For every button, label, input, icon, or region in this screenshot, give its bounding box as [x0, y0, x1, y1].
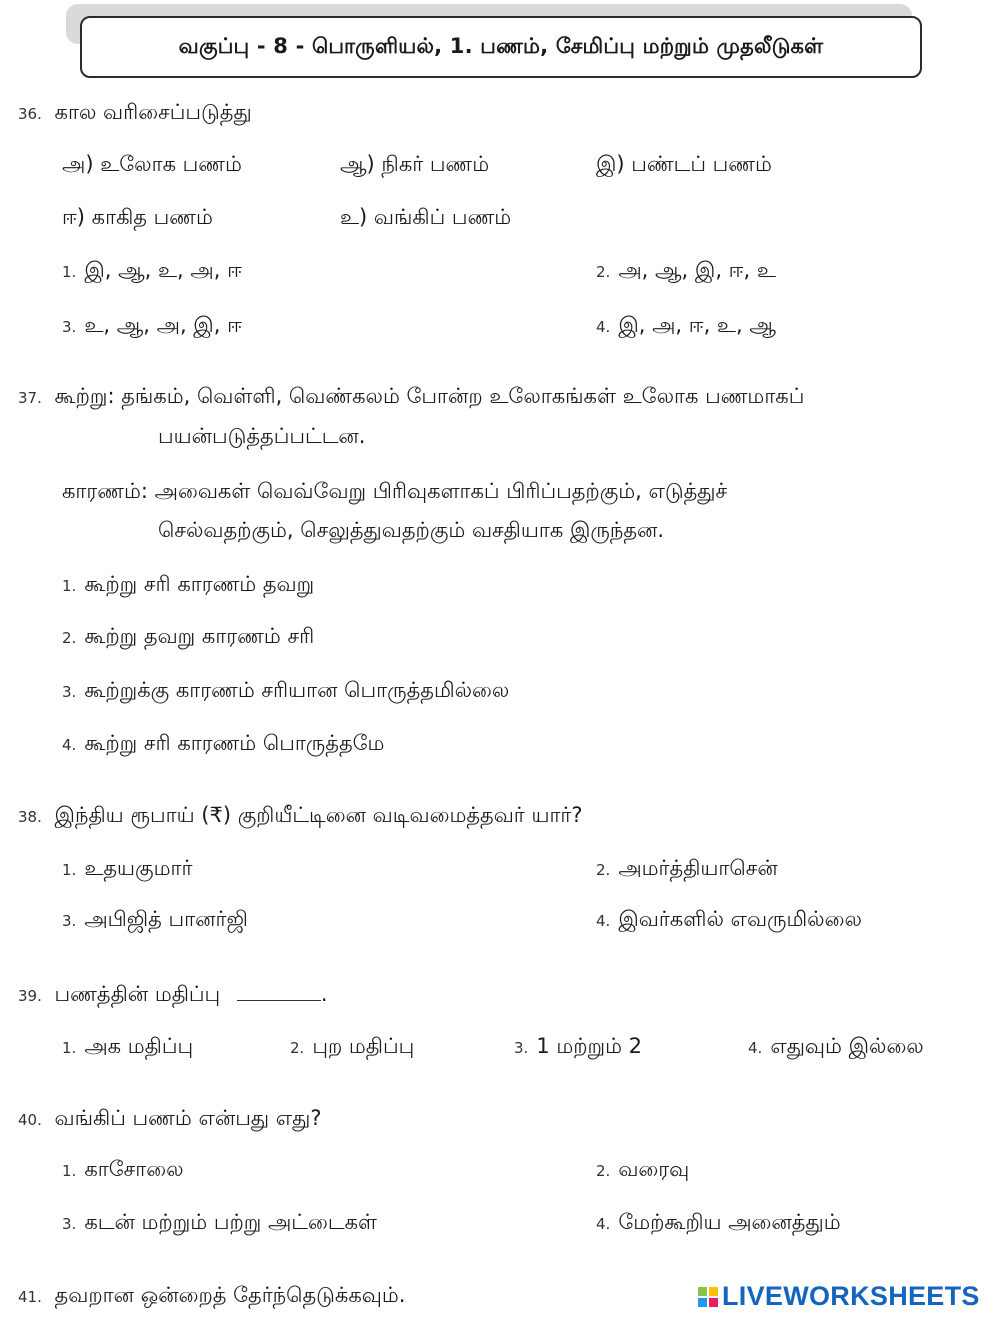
option-text: அபிஜித் பானர்ஜி	[84, 907, 248, 931]
page-title-text: வகுப்பு - 8 - பொருளியல், 1. பணம், சேமிப்பு மற்றும் முதலீடுகள்	[178, 33, 824, 58]
option-38-1[interactable]	[62, 856, 192, 881]
option-40-2[interactable]	[596, 1157, 689, 1182]
question-text: இந்திய ரூபாய் (₹) குறியீட்டினை வடிவமைத்தவர் யார்?	[54, 803, 583, 827]
option-text: உதயகுமார்	[84, 856, 193, 880]
question-number: 39.	[18, 987, 42, 1005]
option-number: 4.	[596, 912, 611, 930]
option-36-4[interactable]	[596, 313, 776, 338]
reason-line-1: காரணம்: அவைகள் வெவ்வேறு பிரிவுகளாகப் பிரிப்பதற்கும், எடுத்துச்	[62, 479, 728, 503]
question-number: 37.	[18, 389, 42, 407]
question-37	[18, 384, 804, 409]
question-36	[18, 100, 252, 125]
question-41	[18, 1283, 405, 1308]
option-number: 2.	[596, 1162, 611, 1180]
logo-square-green	[698, 1287, 707, 1296]
option-37-3[interactable]	[62, 678, 509, 703]
question-number: 36.	[18, 105, 42, 123]
option-38-4[interactable]	[596, 907, 862, 932]
option-number: 3.	[62, 912, 77, 930]
option-39-4[interactable]	[748, 1034, 924, 1059]
option-number: 2.	[596, 263, 611, 281]
option-number: 3.	[514, 1039, 529, 1057]
statement-line-1: கூற்று: தங்கம், வெள்ளி, வெண்கலம் போன்ற உலோகங்கள் உலோக பணமாகப்	[54, 384, 805, 408]
option-number: 2.	[596, 861, 611, 879]
option-text: கூற்று சரி காரணம் பொருத்தமே	[84, 731, 385, 755]
answer-blank[interactable]	[237, 999, 321, 1001]
option-text: வரைவு	[618, 1157, 690, 1181]
liveworksheets-logo-icon	[698, 1287, 718, 1307]
item-u: உ) வங்கிப் பணம்	[340, 205, 512, 229]
option-36-3[interactable]	[62, 313, 242, 338]
logo-square-pink	[709, 1298, 718, 1307]
item-a: அ) உலோக பணம்	[62, 152, 242, 176]
item-ii: ஈ) காகித பணம்	[62, 205, 213, 229]
question-text: பணத்தின் மதிப்பு	[54, 982, 221, 1006]
question-end: .	[320, 982, 328, 1006]
reason-line-2: செல்வதற்கும், செலுத்துவதற்கும் வசதியாக இருந்தன.	[158, 518, 665, 542]
option-text: கூற்றுக்கு காரணம் சரியான பொருத்தமில்லை	[84, 678, 510, 702]
question-text: தவறான ஒன்றைத் தேர்ந்தெடுக்கவும்.	[54, 1283, 406, 1307]
option-39-1[interactable]	[62, 1034, 193, 1059]
option-38-3[interactable]	[62, 907, 248, 932]
option-39-2[interactable]	[290, 1034, 414, 1059]
option-number: 1.	[62, 861, 77, 879]
option-text: அ, ஆ, இ, ஈ, உ	[618, 258, 776, 282]
option-number: 1.	[62, 1162, 77, 1180]
option-37-2[interactable]	[62, 624, 314, 649]
option-text: 1 மற்றும் 2	[536, 1034, 643, 1058]
question-40	[18, 1106, 321, 1131]
option-text: இவர்களில் எவருமில்லை	[618, 907, 862, 931]
option-number: 3.	[62, 1215, 77, 1233]
option-text: புற மதிப்பு	[312, 1034, 415, 1058]
option-number: 1.	[62, 577, 77, 595]
question-number: 41.	[18, 1288, 42, 1306]
option-number: 4.	[596, 318, 611, 336]
option-number: 1.	[62, 263, 77, 281]
question-text: வங்கிப் பணம் என்பது எது?	[54, 1106, 322, 1130]
option-40-3[interactable]	[62, 1210, 377, 1235]
option-37-4[interactable]	[62, 731, 384, 756]
option-number: 3.	[62, 318, 77, 336]
item-aa: ஆ) நிகர் பணம்	[340, 152, 490, 176]
option-40-4[interactable]	[596, 1210, 841, 1235]
item-i: இ) பண்டப் பணம்	[596, 152, 772, 176]
statement-line-2: பயன்படுத்தப்பட்டன.	[158, 424, 366, 448]
option-number: 1.	[62, 1039, 77, 1057]
option-text: கடன் மற்றும் பற்று அட்டைகள்	[84, 1210, 377, 1234]
option-39-3[interactable]	[514, 1034, 642, 1059]
question-number: 38.	[18, 808, 42, 826]
question-number: 40.	[18, 1111, 42, 1129]
question-38	[18, 803, 583, 828]
option-36-2[interactable]	[596, 258, 776, 283]
option-number: 4.	[748, 1039, 763, 1057]
question-39	[18, 982, 328, 1007]
option-number: 4.	[62, 736, 77, 754]
option-text: அக மதிப்பு	[84, 1034, 194, 1058]
option-text: கூற்று சரி காரணம் தவறு	[84, 572, 315, 596]
option-number: 2.	[290, 1039, 305, 1057]
option-number: 2.	[62, 629, 77, 647]
liveworksheets-logo[interactable]	[698, 1281, 980, 1312]
logo-square-yellow	[709, 1287, 718, 1296]
option-text: இ, அ, ஈ, உ, ஆ	[618, 313, 776, 337]
option-text: உ, ஆ, அ, இ, ஈ	[84, 313, 242, 337]
question-text: கால வரிசைப்படுத்து	[54, 100, 252, 124]
option-text: மேற்கூறிய அனைத்தும்	[618, 1210, 841, 1234]
option-text: அமர்த்தியாசென்	[618, 856, 778, 880]
option-38-2[interactable]	[596, 856, 778, 881]
option-text: காசோலை	[84, 1157, 184, 1181]
option-text: கூற்று தவறு காரணம் சரி	[84, 624, 315, 648]
option-number: 3.	[62, 683, 77, 701]
option-number: 4.	[596, 1215, 611, 1233]
logo-square-blue	[698, 1298, 707, 1307]
option-36-1[interactable]	[62, 258, 242, 283]
option-37-1[interactable]	[62, 572, 314, 597]
page-title	[80, 16, 922, 78]
option-text: இ, ஆ, உ, அ, ஈ	[84, 258, 242, 282]
option-text: எதுவும் இல்லை	[770, 1034, 924, 1058]
liveworksheets-logo-text: LIVEWORKSHEETS	[722, 1281, 980, 1311]
option-40-1[interactable]	[62, 1157, 184, 1182]
